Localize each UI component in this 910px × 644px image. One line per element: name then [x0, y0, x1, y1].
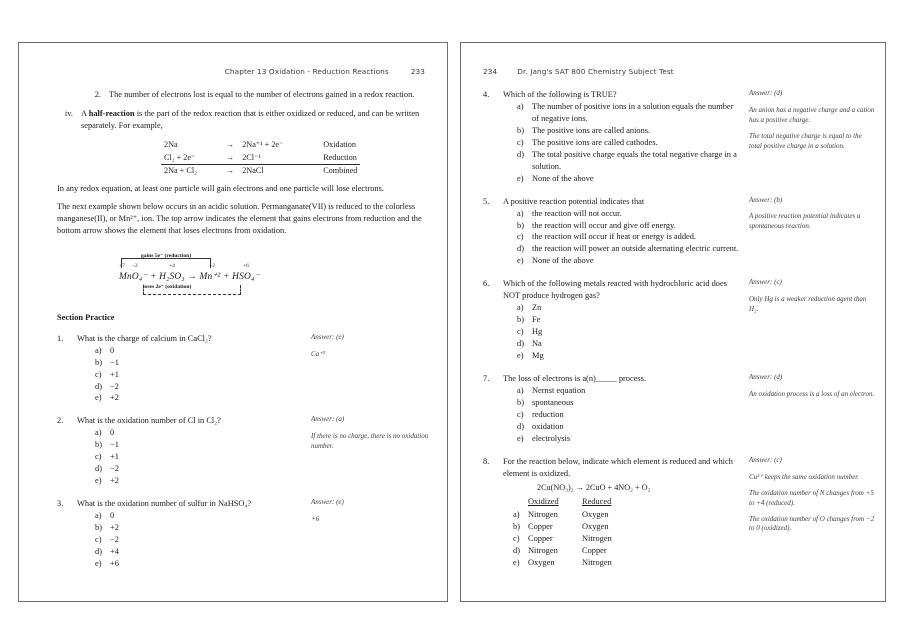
- answer-margin-note: [303, 498, 429, 570]
- question-text: For the reaction below, indicate which element is reduced and which element is oxidized.: [503, 456, 733, 478]
- answer-choices: [95, 345, 303, 405]
- answer-choice[interactable]: [95, 510, 303, 522]
- answer-label: Answer: (e): [311, 498, 344, 507]
- answer-choice[interactable]: [517, 433, 741, 445]
- answer-choice[interactable]: [517, 255, 741, 267]
- answer-explanation: An oxidation process is a loss of an electron.: [749, 389, 875, 398]
- choice-letter: d): [517, 339, 524, 349]
- answer-choice[interactable]: [517, 149, 741, 173]
- choice-letter: e): [95, 393, 102, 403]
- answer-choice[interactable]: [517, 231, 741, 243]
- answer-choice[interactable]: [517, 397, 741, 409]
- half-reaction-cell-lbl: Oxidation: [323, 140, 356, 150]
- question-number: 4.: [483, 90, 490, 99]
- choice-letter: c): [517, 409, 524, 419]
- left-page-body: [57, 89, 429, 581]
- answer-choice[interactable]: [517, 409, 741, 421]
- question-number: 5.: [483, 196, 490, 206]
- answer-choice[interactable]: [95, 381, 303, 393]
- choice-letter: e): [517, 433, 524, 443]
- choice-letter: c): [95, 369, 102, 379]
- choice-oxidized: Nitrogen: [528, 545, 558, 555]
- answer-choices: [517, 208, 741, 268]
- column-header: Oxidized: [528, 496, 559, 506]
- answer-choice[interactable]: [513, 545, 741, 557]
- choice-letter: a): [517, 208, 524, 218]
- choice-text: +6: [110, 558, 119, 568]
- answer-choice[interactable]: [95, 345, 303, 357]
- choice-letter: e): [513, 557, 520, 567]
- choice-text: Hg: [532, 327, 543, 337]
- paragraph-acidic-example: The next example shown below occurs in an acidic solution. Permanganate(VII) is reduced to the colorless manganese(II), or Mn²⁺, ion. The top arrow indicates the element that gains electrons from reduction and the bottom arrow shows the element that loses electrons from oxidation.: [57, 202, 422, 236]
- choice-letter: d): [517, 421, 524, 431]
- answer-choice[interactable]: [95, 475, 303, 487]
- choice-text: reduction: [532, 409, 564, 419]
- answer-choice[interactable]: [95, 463, 303, 475]
- redox-equation: MnO₄⁻ + H₂SO₃ → Mn⁺² + HSO₄⁻: [119, 271, 260, 282]
- answer-label: Answer: (e): [311, 332, 344, 341]
- half-reaction-cell-arw: →: [221, 152, 239, 165]
- question-main: [483, 456, 741, 569]
- choice-letter: a): [95, 428, 102, 438]
- choice-letter: e): [517, 256, 524, 266]
- choice-text: −2: [110, 464, 119, 474]
- answer-margin-note: [303, 415, 429, 487]
- oxidation-arrow: [143, 285, 241, 295]
- answer-choice[interactable]: [517, 173, 741, 185]
- question-text: Which of the following is TRUE?: [503, 90, 617, 99]
- answer-margin-note: [741, 373, 875, 445]
- oxidation-annotation: loses 2e⁻ (oxidation): [143, 283, 192, 290]
- question-stem: [483, 278, 741, 302]
- answer-margin-note: [303, 333, 429, 405]
- choice-reduced: Oxygen: [582, 509, 609, 519]
- answer-explanation: +6: [311, 514, 320, 523]
- answer-choice[interactable]: [95, 357, 303, 369]
- oxidation-number: +2: [209, 262, 215, 269]
- answer-choice[interactable]: [517, 385, 741, 397]
- running-head-title: Chapter 13 Oxidation - Reduction Reactions: [224, 67, 389, 76]
- choice-text: The positive ions are called anions.: [532, 125, 651, 135]
- choice-text: +2: [110, 523, 119, 533]
- right-page-body: [483, 89, 875, 579]
- answer-choice[interactable]: [517, 101, 741, 125]
- answer-explanation: If there is no charge, there is no oxidation number.: [311, 432, 429, 451]
- choice-letter: d): [95, 546, 102, 556]
- answer-explanation: The oxidation number of O changes from −2 to 0 (oxidized).: [749, 514, 875, 533]
- choice-oxidized: Copper: [528, 521, 553, 531]
- question-main: [57, 333, 303, 405]
- bold-term: half-reaction: [88, 109, 135, 119]
- answer-choice[interactable]: [517, 326, 741, 338]
- choice-letter: b): [95, 357, 102, 367]
- answer-explanation: A positive reaction potential indicates a spontaneous reaction.: [749, 212, 861, 231]
- oxidation-number: +6: [243, 262, 249, 269]
- question-text: The loss of electrons is a(n)_____ process.: [503, 374, 647, 384]
- choice-text: Fe: [532, 315, 541, 325]
- question: [57, 333, 429, 405]
- question-number: 6.: [483, 279, 490, 289]
- running-head-right: [483, 67, 674, 76]
- answer-choice[interactable]: [517, 350, 741, 362]
- choice-letter: d): [95, 464, 102, 474]
- choice-letter: a): [517, 303, 524, 313]
- answer-choice[interactable]: [95, 558, 303, 570]
- choice-letter: c): [95, 452, 102, 462]
- question-number: 2.: [57, 416, 64, 426]
- paragraph-redox-equation: In any redox equation, at least one particle will gain electrons and one particle will lose electrons.: [57, 184, 384, 194]
- choice-letter: b): [517, 398, 524, 408]
- answer-choice[interactable]: [95, 439, 303, 451]
- half-reaction-cell-lbl: Reduction: [311, 152, 360, 165]
- choice-reduced: Copper: [582, 545, 607, 555]
- choice-letter: e): [95, 558, 102, 568]
- choice-text: the reaction will occur and give off energy.: [532, 220, 676, 230]
- question: [57, 498, 429, 570]
- running-head-left: [225, 67, 425, 76]
- question-stem: [483, 196, 741, 208]
- list-item-text: The number of electrons lost is equal to the number of electrons gained in a redox reaction.: [109, 90, 415, 99]
- choice-reduced: Nitrogen: [582, 533, 612, 543]
- half-reaction-cell-arw: →: [226, 165, 235, 175]
- section-practice-heading: Section Practice: [57, 312, 115, 322]
- half-reaction-cell-rhs: 2Na⁺¹ + 2e⁻: [242, 140, 284, 150]
- choice-text: 0: [110, 428, 115, 438]
- running-head-title: Dr. Jang's SAT 800 Chemistry Subject Test: [517, 67, 674, 76]
- choice-letter: a): [95, 345, 102, 355]
- list-item-marker: 2.: [94, 90, 101, 99]
- choice-text: −1: [110, 440, 119, 450]
- choice-text: −2: [110, 534, 119, 544]
- reduction-annotation: gains 5e⁻ (reduction): [141, 252, 192, 259]
- choice-letter: d): [517, 244, 524, 254]
- answer-explanation: Cu²⁺ keeps the same oxidation number.: [749, 472, 859, 481]
- question: [483, 456, 875, 569]
- question: [483, 373, 875, 445]
- choice-text: −2: [110, 381, 119, 391]
- choice-text: +1: [110, 369, 119, 379]
- column-header: Reduced: [582, 496, 612, 506]
- answer-choice[interactable]: [95, 427, 303, 439]
- choice-oxidized: Copper: [528, 533, 553, 543]
- answer-margin-note: [741, 196, 875, 268]
- answer-label: Answer: (b): [749, 195, 783, 204]
- answer-choice[interactable]: [513, 557, 741, 569]
- question-main: [483, 278, 741, 362]
- redox-annotated-equation-figure: [57, 250, 429, 298]
- answer-choice[interactable]: [517, 220, 741, 232]
- choice-text: Na: [532, 339, 542, 349]
- choice-text: +2: [110, 476, 119, 486]
- choice-letter: a): [517, 386, 524, 396]
- question-number: 1.: [57, 333, 64, 343]
- page-number: 233: [410, 67, 425, 76]
- half-reaction-cell-lhs: 2Na + Cl₂: [164, 165, 197, 175]
- choice-text: oxidation: [532, 421, 564, 431]
- oxidation-number: +4: [169, 262, 175, 269]
- answer-explanation: The total negative charge is equal to the total positive charge in a solution.: [749, 131, 862, 150]
- question-main: [483, 89, 741, 185]
- choice-text: the reaction will power an outside alternating electric current.: [532, 244, 739, 254]
- answer-margin-note: [741, 89, 875, 185]
- choice-text: +4: [110, 546, 119, 556]
- answer-margin-note: [741, 456, 875, 569]
- question-main: [483, 196, 741, 268]
- answer-label: Answer: (a): [311, 415, 345, 424]
- answer-choice[interactable]: [95, 534, 303, 546]
- question: [483, 89, 875, 185]
- choice-text: Nernst equation: [532, 386, 586, 396]
- list-item-text: [81, 108, 429, 132]
- choice-text: +1: [110, 452, 119, 462]
- choice-letter: b): [513, 521, 520, 531]
- choice-reduced: Nitrogen: [582, 557, 612, 567]
- choice-text: 0: [110, 345, 115, 355]
- choice-letter: b): [95, 523, 102, 533]
- half-reaction-cell-rhs: 2NaCl: [242, 165, 264, 175]
- choice-text: None of the above: [532, 173, 594, 183]
- answer-choices: [517, 101, 741, 184]
- question-text: What is the oxidation number of Cl in Cl₂?: [77, 416, 221, 426]
- choice-reduced: Oxygen: [582, 521, 609, 531]
- choice-letter: e): [95, 476, 102, 486]
- question-main: [57, 498, 303, 570]
- choice-text: None of the above: [532, 256, 594, 266]
- text-before: A: [81, 109, 89, 119]
- answer-choice[interactable]: [517, 338, 741, 350]
- choice-letter: b): [95, 440, 102, 450]
- choice-letter: c): [517, 137, 524, 147]
- answer-margin-note: [741, 278, 875, 362]
- choice-oxidized: Oxygen: [528, 557, 555, 567]
- choice-text: The positive ions are called cathodes.: [532, 137, 658, 147]
- question: [483, 278, 875, 362]
- choice-letter: c): [517, 327, 524, 337]
- answer-choice[interactable]: [513, 521, 741, 533]
- answer-explanation: Ca⁺²: [311, 349, 325, 358]
- choice-letter: b): [517, 315, 524, 325]
- choice-text: the reaction will not occur.: [532, 208, 622, 218]
- list-item-marker: iv.: [64, 109, 73, 119]
- oxidation-number: -2: [133, 262, 138, 269]
- answer-label: Answer: (d): [749, 373, 783, 382]
- question-stem: [57, 333, 303, 345]
- answer-choice[interactable]: [95, 546, 303, 558]
- choice-text: spontaneous: [532, 398, 574, 408]
- half-reaction-row: [161, 164, 360, 177]
- question: [483, 196, 875, 268]
- answer-label: Answer: (c): [749, 455, 782, 464]
- answer-choices: [95, 510, 303, 570]
- choice-text: the reaction will occur if heat or energy is added.: [532, 232, 697, 242]
- oxidized-reduced-table: [513, 496, 741, 569]
- half-reaction-cell-lhs: Cl₂ + 2e⁻: [161, 152, 221, 165]
- half-reaction-row: [161, 152, 360, 165]
- half-reaction-cell-lhs: 2Na: [164, 140, 178, 150]
- text-after: is the part of the redox reaction that is either oxidized or reduced, and can be written separately. For example,: [81, 109, 420, 131]
- question-stem: [57, 415, 303, 427]
- question-main: [483, 373, 741, 445]
- choice-text: −1: [110, 357, 119, 367]
- choice-letter: c): [517, 232, 524, 242]
- list-item-2: [75, 89, 429, 101]
- answer-choice[interactable]: [517, 243, 741, 255]
- choice-text: Mg: [532, 351, 544, 361]
- answer-choice[interactable]: [517, 314, 741, 326]
- choice-letter: b): [517, 125, 524, 135]
- oxidation-number: +7: [119, 262, 125, 269]
- choice-letter: b): [517, 220, 524, 230]
- half-reaction-cell-arw: →: [226, 140, 235, 150]
- choice-text: electrolysis: [532, 433, 571, 443]
- half-reaction-row: [161, 139, 360, 151]
- choice-letter: d): [517, 149, 524, 159]
- answer-choice[interactable]: [95, 522, 303, 534]
- half-reaction-cell-lbl: Combined: [323, 165, 358, 175]
- answer-choice[interactable]: [517, 137, 741, 149]
- choice-letter: d): [95, 381, 102, 391]
- page-right: [460, 42, 886, 602]
- choice-text: The number of positive ions in a solution equals the number of negative ions.: [532, 102, 734, 124]
- question-stem: [483, 89, 741, 101]
- answer-choice[interactable]: [517, 421, 741, 433]
- question-number: 8.: [483, 456, 490, 466]
- question-stem: [483, 456, 741, 480]
- question-main: [57, 415, 303, 487]
- answer-explanation: An anion has a negative charge and a cation has a positive charge.: [749, 105, 875, 124]
- question-number: 3.: [57, 499, 64, 509]
- question-number: 7.: [483, 374, 490, 384]
- answer-choices: [517, 302, 741, 362]
- choice-text: Zn: [532, 303, 542, 313]
- answer-choice[interactable]: [95, 369, 303, 381]
- page-number: 234: [483, 67, 498, 76]
- choice-letter: a): [513, 509, 520, 519]
- answer-choices: [95, 427, 303, 487]
- answer-choice[interactable]: [513, 533, 741, 545]
- half-reaction-cell-rhs: 2Cl⁻¹: [239, 152, 311, 165]
- choice-text: 0: [110, 511, 115, 521]
- answer-choice[interactable]: [95, 392, 303, 404]
- answer-choices: [517, 385, 741, 445]
- choice-letter: e): [517, 351, 524, 361]
- list-item-iv: [57, 108, 429, 132]
- choice-letter: e): [517, 173, 524, 183]
- answer-choice[interactable]: [95, 451, 303, 463]
- choice-letter: c): [513, 533, 520, 543]
- choice-letter: a): [95, 511, 102, 521]
- half-reaction-table: [161, 139, 360, 177]
- answer-choice[interactable]: [517, 302, 741, 314]
- question-stem: [57, 498, 303, 510]
- question-text: A positive reaction potential indicates that: [503, 196, 645, 206]
- question: [57, 415, 429, 487]
- choice-oxidized: Nitrogen: [528, 509, 558, 519]
- answer-choices: [513, 509, 741, 569]
- choice-letter: c): [95, 534, 102, 544]
- question-text: Which of the following metals reacted with hydrochloric acid does NOT produce hydrogen gas?: [503, 279, 727, 301]
- choice-letter: a): [517, 102, 524, 112]
- question-text: What is the oxidation number of sulfur in NaHSO₄?: [77, 499, 252, 509]
- choice-text: The total positive charge equals the total negative charge in a solution.: [532, 149, 737, 171]
- answer-choice[interactable]: [517, 125, 741, 137]
- answer-explanation: The oxidation number of N changes from +5 to +4 (reduced).: [749, 488, 874, 507]
- answer-choice[interactable]: [513, 509, 741, 521]
- question-stem: [483, 373, 741, 385]
- reaction-equation: 2Cu(NO₃)₂ → 2CuO + 4NO₂ + O₂: [537, 482, 651, 492]
- answer-label: Answer: (c): [749, 278, 782, 287]
- answer-choice[interactable]: [517, 208, 741, 220]
- question-text: What is the charge of calcium in CaCl₂?: [77, 333, 212, 343]
- page-left: [18, 42, 448, 602]
- choice-text: +2: [110, 393, 119, 403]
- choice-letter: d): [513, 545, 520, 555]
- answer-label: Answer: (d): [749, 89, 783, 97]
- answer-explanation: Only Hg is a weaker reduction agent than H₂.: [749, 295, 867, 314]
- column-headers: [528, 496, 741, 508]
